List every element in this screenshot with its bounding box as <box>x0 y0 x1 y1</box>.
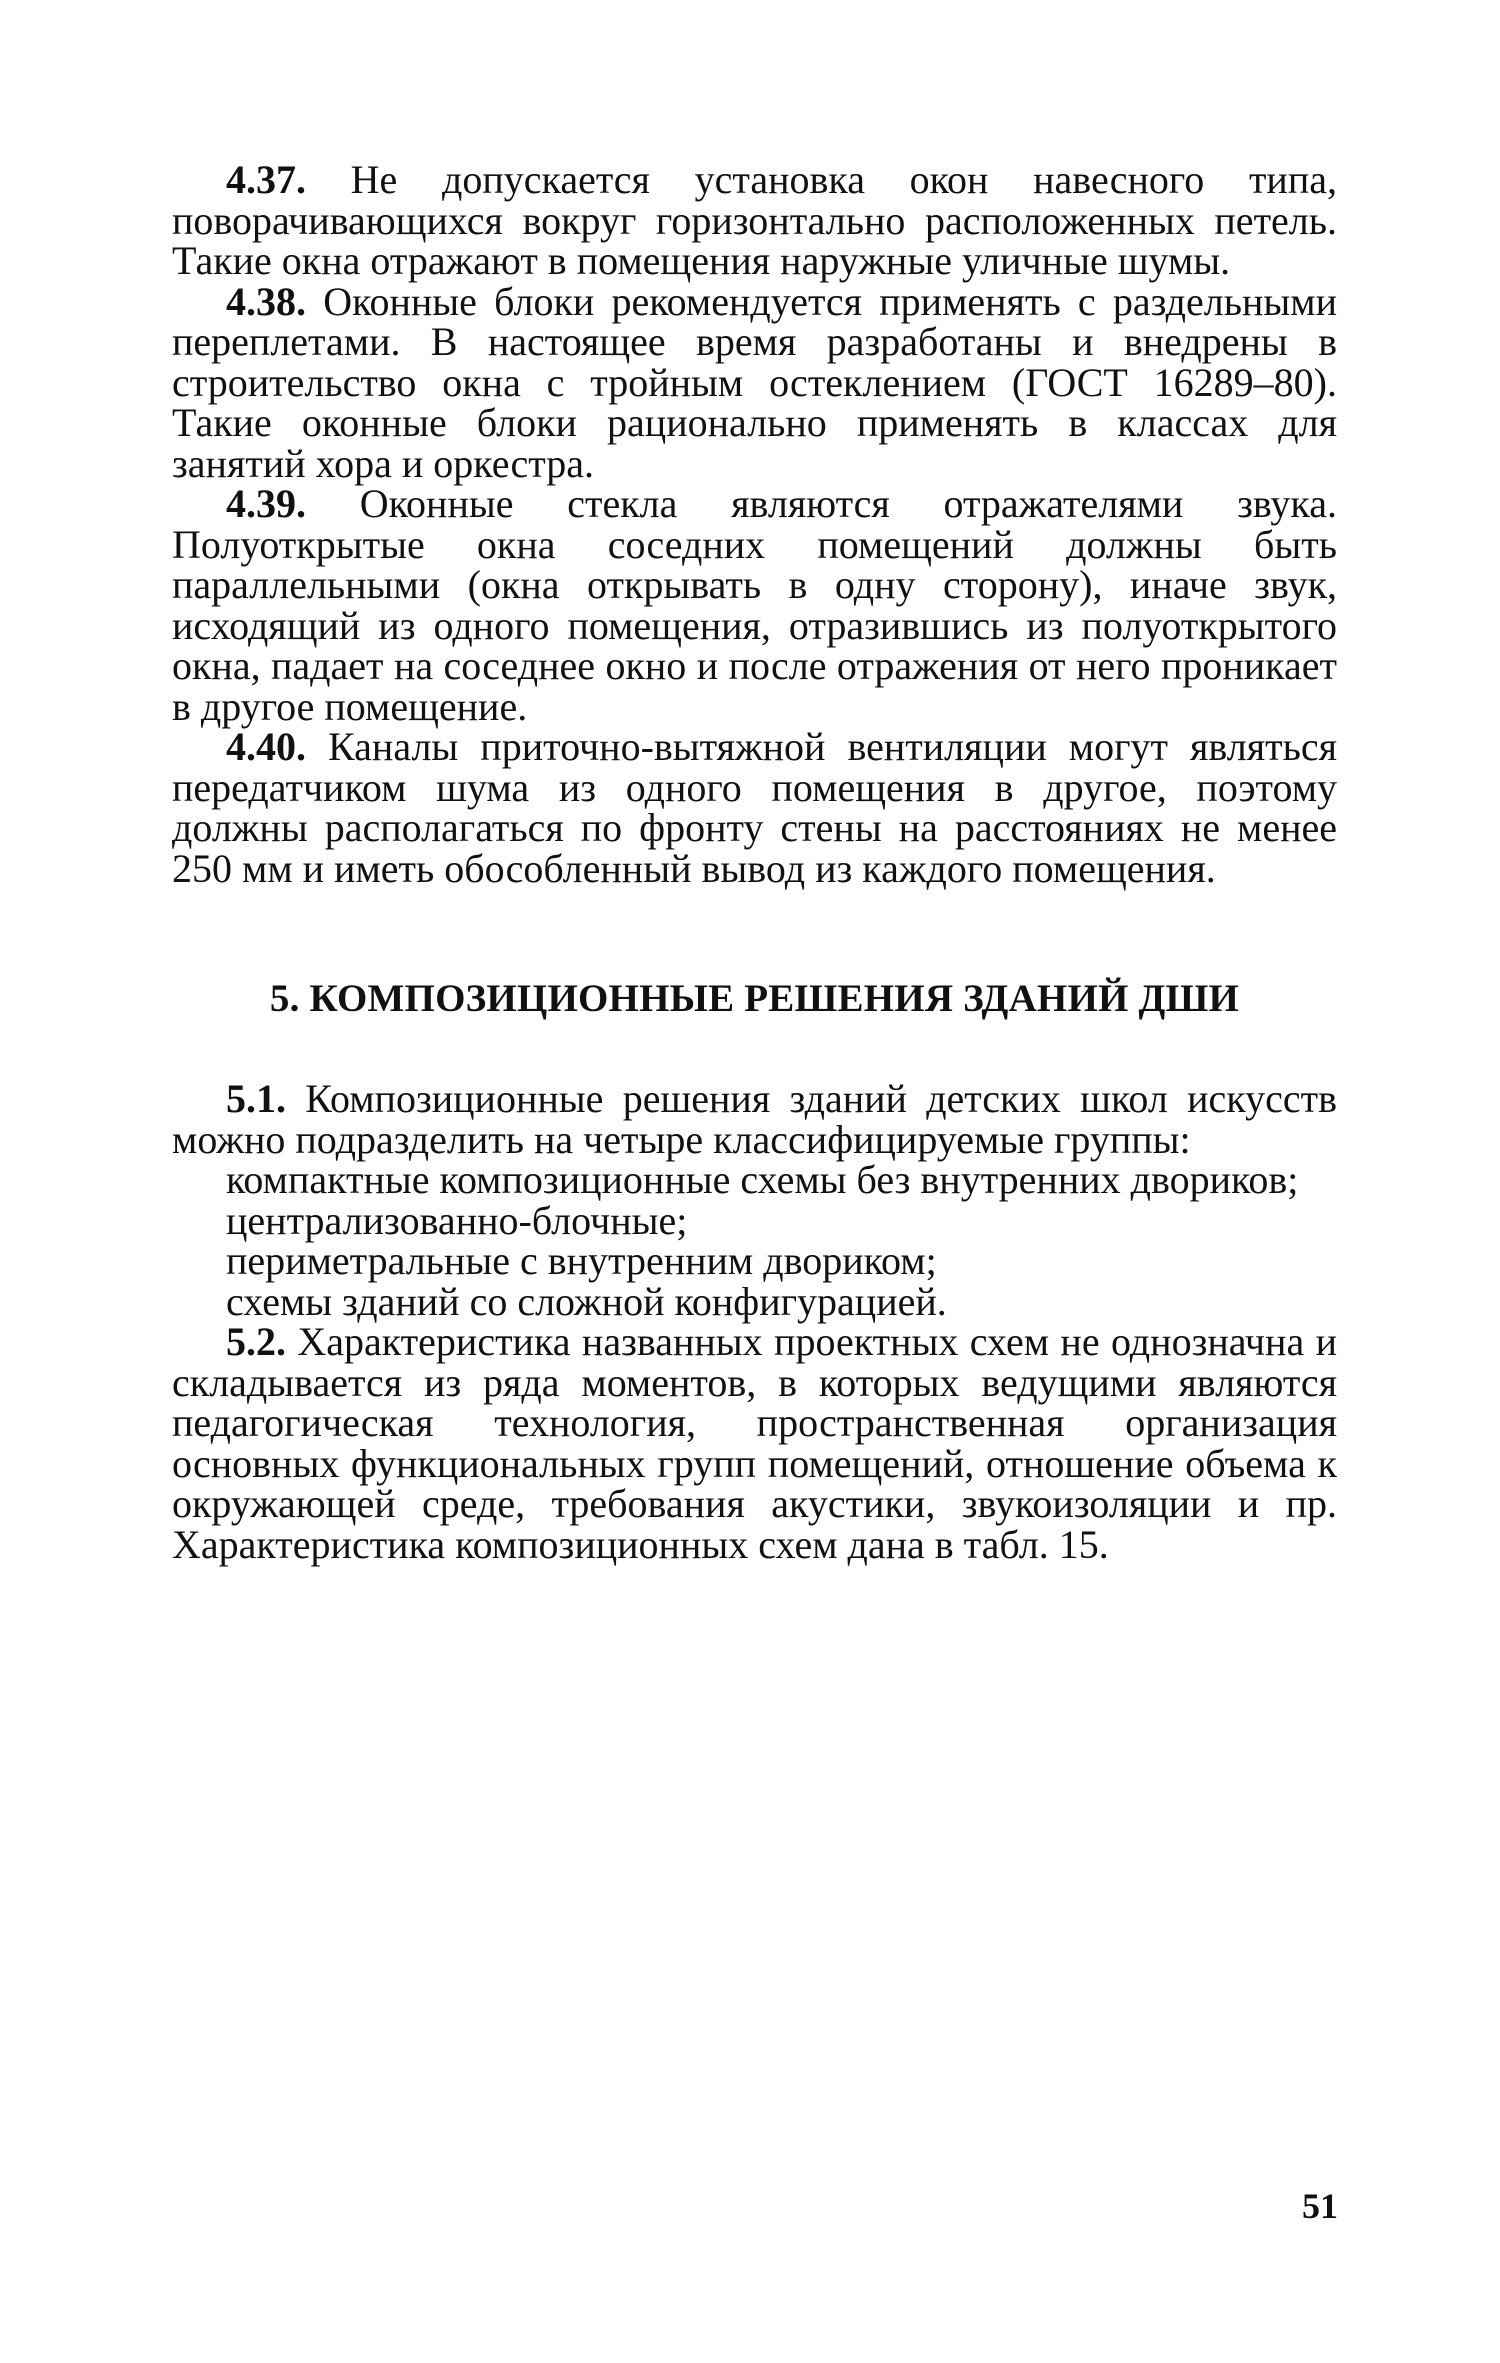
paragraph-number: 5.1. <box>226 1076 286 1121</box>
paragraph-text: Характеристика названных проектных схем не однозначна и складывается из ряда моментов, в которых ведущими являются педагогическая технология, пространственная организация основных функциональных групп помещений, отношение объема к окружающей среде, требования акустики, звукоизоляции и пр. Характеристика композиционных схем дана в табл. 15. <box>172 1319 1337 1567</box>
paragraph-text: Не допускается установка окон навесного типа, поворачивающихся вокруг горизонтально расположенных петель. Такие окна отражают в помещения наружные уличные шумы. <box>172 157 1337 283</box>
paragraph-number: 4.40. <box>226 724 306 769</box>
paragraph-4-38 <box>172 278 1337 486</box>
paragraph-4-39 <box>172 481 1337 729</box>
list-item: схемы зданий со сложной конфигурацией. <box>226 1278 947 1324</box>
list-item: централизованно-блочные; <box>226 1197 688 1243</box>
paragraph-4-37 <box>172 157 1337 283</box>
paragraph-text: Каналы приточно-вытяжной вентиляции могут являться передатчиком шума из одного помещения в другое, поэтому должны располагаться по фронту стены на расстояниях не менее 250 мм и иметь обособленный вывод из каждого помещения. <box>172 724 1337 891</box>
paragraph-number: 4.37. <box>226 157 306 202</box>
page-number: 51 <box>1302 2186 1338 2226</box>
paragraph-text: Композиционные решения зданий детских школ искусств можно подразделить на четыре классифицируемые группы: <box>172 1076 1337 1162</box>
paragraph-text: Оконные блоки рекомендуется применять с раздельными переплетами. В настоящее время разработаны и внедрены в строительство окна с тройным остеклением (ГОСТ 16289–80). Такие оконные блоки рационально применять в классах для занятий хора и оркестра. <box>172 278 1337 486</box>
list-item: компактные композиционные схемы без внутренних двориков; <box>226 1157 1299 1202</box>
body-text <box>172 157 1337 1567</box>
paragraph-5-1 <box>172 1076 1337 1162</box>
paragraph-5-2 <box>172 1319 1337 1567</box>
paragraph-number: 4.38. <box>226 278 306 324</box>
paragraph-4-40 <box>172 724 1337 891</box>
list-item: периметральные с внутренним двориком; <box>226 1238 937 1283</box>
section-heading: 5. КОМПОЗИЦИОННЫЕ РЕШЕНИЯ ЗДАНИЙ ДШИ <box>269 977 1240 1020</box>
paragraph-number: 5.2. <box>226 1319 286 1364</box>
paragraph-text: Оконные стекла являются отражателями звука. Полуоткрытые окна соседних помещений должны быть параллельными (окна открывать в одну сторону), иначе звук, исходящий из одного помещения, отразившись из полуоткрытого окна, падает на соседнее окно и после отражения от него проникает в другое помещение. <box>172 481 1337 729</box>
paragraph-number: 4.39. <box>226 481 306 526</box>
